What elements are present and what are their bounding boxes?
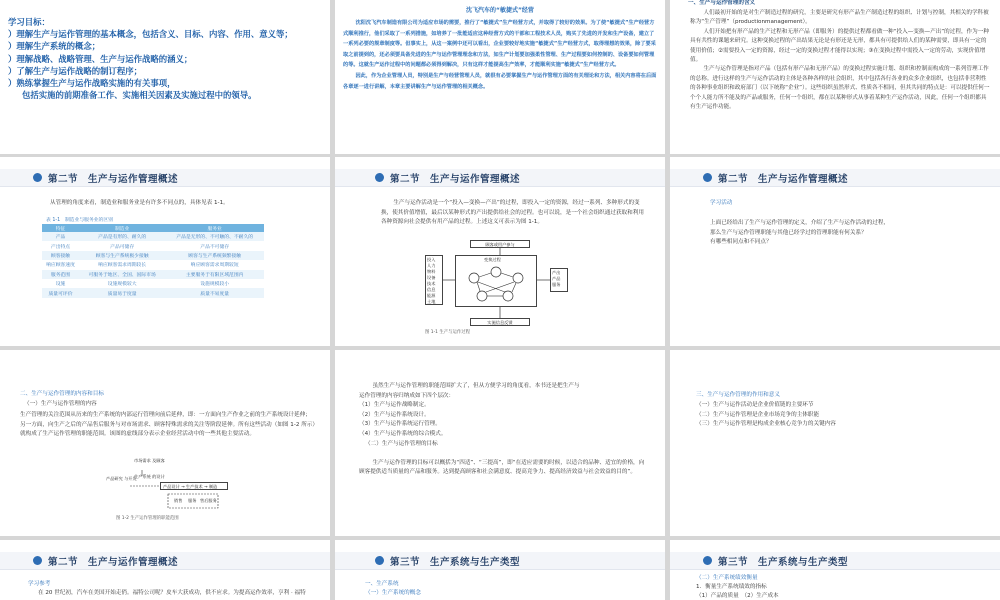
table-row — [42, 288, 264, 297]
diagram-node: 销售 — [174, 498, 183, 503]
subsection-heading: （1）产品的质量 （2）生产成本 — [696, 593, 779, 599]
diagram-node: 售后服务 — [200, 498, 217, 503]
table-cell: 可服务于地区、全国、国际市场 — [79, 270, 165, 279]
roles-list — [696, 401, 836, 430]
definition-para-3: 生产与运作管理是指对产品（包括有形产品和无形产品）的变换过程实施计划、组织和控制而构成的一系列管理工作的总称。进行这样的生产与运作活动的主体是各种各样的社会组织，其中包括各行各业的众多企业组织，也包括非营利性的各种事业组织和政府部门（以下统称“企业”）。这些组织虽然形式、性质各不相同，但其共同的特点是：可以提供任何一个个人能力所不能及的产品或服务，任何一个组织，都在以某种形式从事着某种生产运作活动，因此，任何一个组织都具有生产运作功能。 — [690, 66, 990, 111]
input-item: 技术 — [427, 281, 436, 286]
content-para: 生产管理的关注范围从历来的生产系统的内部运行管理向前后延伸，即：一方面向生产作业之前的生产系统设计延伸；另一方面，向生产之后的产品售后服务与对市场需求、顾客特殊需求的关注等阶段延伸。所有这些活动（如图 1-2 所示）就构成了生产运作管理的职能范围。该图的虚线部分表示企业经营活动中的一些其他主要活动。 — [20, 412, 316, 438]
feedback-top-box: 顾客或用户参与 — [470, 240, 530, 248]
input-item: 能源 — [427, 293, 436, 298]
subsection-heading: 1．衡量生产系统绩效的指标 — [696, 584, 767, 590]
slide-learning-objectives[interactable] — [0, 0, 330, 154]
slide-header — [335, 169, 665, 187]
table-cell: 响应顾客需求周期较短 — [165, 260, 264, 269]
table-cell: 产品不可储存 — [165, 241, 264, 250]
table-cell: 产品是有形的、耐久的 — [79, 232, 165, 241]
case-title: 沈飞汽车的“敏捷式”经营 — [466, 7, 534, 14]
objective-1: ）理解生产与运作管理的基本概念，包括含义、目标、内容、作用、意义等； — [8, 29, 293, 40]
outputs-box — [550, 268, 568, 292]
column-header: 制造业 — [79, 224, 165, 232]
levels-line: （3）生产与运作系统运行管理。 — [359, 421, 441, 428]
feedback-bottom-box: 实施信息反馈 — [470, 318, 530, 326]
objective-5: ）熟练掌握生产与运作战略实施的有关事项， — [8, 78, 176, 89]
activity-text — [710, 219, 980, 248]
slide-content-levels[interactable] — [335, 350, 665, 536]
table-intro: 从管理的角度来看，制造业和服务业是有许多不同点的，具体见表 1-1。 — [50, 200, 229, 206]
slide-header — [670, 169, 1000, 187]
table-cell: 产品可储存 — [79, 241, 165, 250]
levels-line: 虽然生产与运作管理的职能范围扩大了，但从方便学习的角度看，本书还是把生产与 — [372, 383, 580, 389]
section-heading: 一、生产系统 — [365, 581, 399, 587]
section-title: 第二节 生产与运作管理概述 — [48, 557, 179, 568]
table-cell: 顾客与生产系统频繁接触 — [165, 251, 264, 260]
output-item: 产品 — [552, 276, 561, 281]
table-cell: 质量不易度量 — [165, 288, 264, 297]
figure-caption: 图 1-1 生产与运作过程 — [425, 330, 471, 335]
levels-line: （二）生产与运作管理的目标 — [365, 440, 438, 447]
table-cell: 服务范围 — [42, 270, 79, 279]
activity-line: 有哪些相同点和不同点？ — [710, 239, 772, 246]
slide-header — [670, 552, 1000, 570]
slide-header — [0, 169, 330, 187]
subsection-heading: （一）生产系统的概念 — [365, 590, 421, 596]
section-heading: （二）生产系统绩效衡量 — [696, 575, 758, 581]
table-row — [42, 251, 264, 260]
bullet-icon — [33, 173, 42, 182]
process-text: 生产与运作活动是一个“投入—变换—产出”的过程，即投入一定的资源，经过一系列、多种形式的变换，使其价值增值，最后以某种形式的产出提供给社会的过程。也可以说，是一个社会组织通过获取和利用各种资源向社会提供有用产品的过程。上述这义可表示为图 1-1。 — [381, 200, 644, 226]
objectives-text — [8, 16, 328, 101]
levels-line: （2）生产与运作系统设计。 — [359, 411, 430, 418]
list-item: （二）生产与运作管理是企业市场竞争的主体职能 — [696, 411, 820, 418]
slide-content-objectives[interactable] — [0, 350, 330, 536]
table-caption: 表 1-1 制造业与服务业的区别 — [46, 218, 113, 223]
bullet-icon — [375, 556, 384, 565]
function-diagram — [100, 458, 250, 528]
levels-line: （4）生产与运作系统的综合模式。 — [359, 430, 447, 437]
table-cell: 主要服务于有限区域范围内 — [165, 270, 264, 279]
figure-caption: 图 1-2 生产运作管理的职能范围 — [116, 516, 179, 521]
slide-learning-activity[interactable] — [670, 157, 1000, 346]
table-row — [42, 270, 264, 279]
list-item: （三）生产与运作管理是构成企业核心竞争力的关键内容 — [696, 421, 836, 428]
inputs-title: 投入 — [427, 257, 436, 262]
slide-process-diagram[interactable] — [335, 157, 665, 346]
list-item: （一）生产与运作活动是企业价值链的主要环节 — [696, 402, 814, 408]
diagram-node: 服务 — [188, 498, 197, 503]
objective-2: ）理解生产系统的概念； — [8, 41, 101, 52]
slide-definition[interactable] — [670, 0, 1000, 154]
input-item: 设备 — [427, 275, 436, 280]
diagram-node: 生产系统 的设计 — [134, 474, 165, 479]
column-header: 特征 — [42, 224, 79, 232]
activity-line: 上面已经给出了生产与运作管理的定义，介绍了生产与运作活动的过程， — [710, 220, 890, 226]
section-heading: 三、生产与运作管理的作用和意义 — [696, 392, 780, 398]
definition-body — [690, 9, 990, 112]
transform-title: 变换过程 — [484, 257, 501, 262]
table-cell: 设施 — [42, 279, 79, 288]
table-cell: 设施规模较小 — [165, 279, 264, 288]
process-diagram — [425, 240, 575, 335]
input-item: 信息 — [427, 287, 436, 292]
table-cell: 质量易于度量 — [79, 288, 165, 297]
outputs-title: 产出 — [552, 270, 561, 275]
table-cell: 产品 — [42, 232, 79, 241]
levels-line — [359, 449, 649, 459]
input-item: 物料 — [427, 269, 436, 274]
table-cell: 响应顾客速度 — [42, 260, 79, 269]
column-header: 服务业 — [165, 224, 264, 232]
table-row — [42, 260, 264, 269]
table-cell: 产品是无形的、不可触的、不耐久的 — [165, 232, 264, 241]
input-item: 土地 — [427, 299, 436, 304]
section-heading: 二、生产与运作管理的内容和目标 — [20, 391, 104, 397]
definition-para-2: 人们开始把有形产品的生产过程和无形产品（即服务）的提供过程都看做一种“投入—变换—产出”的过程，作为一种具有共性的课题来研究。这种变换过程的产出结果无论是有形还是无形，都具有可提供给人们的某种需要，即具有一定的使用价值；②需要投入一定的资源，经过一定的变换过程才能得以实现；③在变换过程中需投入一定的劳动，实现价值增值。 — [690, 28, 989, 64]
table-row — [42, 241, 264, 250]
table-cell: 顾客接触 — [42, 251, 79, 260]
slide-header — [335, 552, 665, 570]
objective-3: ）理解战略、战略管理、生产与运作战略的涵义； — [8, 53, 193, 64]
table-row — [42, 279, 264, 288]
case-body — [343, 18, 659, 92]
objective-5-cont: 包括实施的前期准备工作、实施相关因素及实施过程中的领导。 — [22, 90, 257, 101]
section-title: 第三节 生产系统与生产类型 — [718, 557, 849, 568]
definition-heading: 一、生产与运作管理的含义 — [688, 0, 756, 6]
table-cell: 设施规模较大 — [79, 279, 165, 288]
input-item: 人力 — [427, 263, 436, 268]
section-title: 第二节 生产与运作管理概述 — [390, 174, 521, 185]
slide-roles[interactable] — [670, 350, 1000, 536]
slide-case-study[interactable] — [335, 0, 665, 154]
levels-line: 运作管理的内容归纳成如下四个层次： — [359, 392, 455, 399]
subsection-heading: （一）生产与运作管理的内容 — [24, 401, 97, 407]
bullet-icon — [375, 173, 384, 182]
section-title: 第二节 生产与运作管理概述 — [48, 174, 179, 185]
section-title: 第二节 生产与运作管理概述 — [718, 174, 849, 185]
slide-header — [0, 552, 330, 570]
table-row — [42, 232, 264, 241]
activity-label: 学习活动 — [710, 200, 733, 206]
slide-reference[interactable] — [0, 540, 330, 600]
slide-performance[interactable] — [670, 540, 1000, 600]
slide-comparison-table[interactable] — [0, 157, 330, 346]
section-title: 第三节 生产系统与生产类型 — [390, 557, 521, 568]
objective-4: ）了解生产与运作战略的制订程序； — [8, 65, 142, 76]
bullet-icon — [703, 556, 712, 565]
diagram-node: 产品研究 与开发 — [106, 476, 137, 481]
case-para-2: 因此，作为企业管理人员，特别是生产与经营管理人员，就很有必要掌握生产与运作管理方面的有关理论和方法，相关内容将在后面各章逐一进行讲解，本章主要讲解生产与运作管理的相关概念。 — [343, 72, 657, 90]
reference-text: 在 20 世纪初，汽车在美国开始走俏。福特公司呢？皮车大获成功，供不应求。为提高运作效率，亨利 · 福特 — [38, 590, 306, 596]
case-para-1: 沈阳沈飞汽车制造有限公司为适应市场的需要，推行了“敏捷式”生产经营方式，并取得了较好的效果。为了使“敏捷式”生产经营方式顺利推行，他们采取了一系列措施，如培养了一批能适应这种经营方式的干部和工程技术人员，购买了先进的开发和生产设备，建立了一系列必要的规章制度等。但事实上，从这一案例中还可以看出，企业要较好地实施“敏捷式”生产经营方式，取得理想的效果，除了要采取之前提到的，还必须要具备先进的生产与运作管理理念和方法，如生产计划要加强柔性管理、生产过程要如何控制的、设备要如何管理的等。这就生产运作过程中的问题都必须得到解决，只有这样才能提高生产效率，才能顺利实施“敏捷式”生产经营方式。 — [343, 20, 656, 69]
diagram-main-flow: 产品设计 → 生产技术 → 制造 — [160, 482, 228, 490]
bullet-icon — [703, 173, 712, 182]
levels-line: （1）生产与运作战略制定。 — [359, 402, 430, 409]
comparison-table — [42, 224, 264, 298]
output-item: 服务 — [552, 282, 561, 287]
activity-line: 那么生产与运作管理职能与其他已经学过的管理职能有何关系？ — [710, 229, 867, 236]
levels-line: 生产与运作管理的目标可以概括为“四适”、“三提高”，即“在适应需要的时候，以适合的品种、适宜的价格，向顾客提供适当质量的产品和服务。达到提高顾客和社会满意度、提高竞争力、提高经济效益与社会效益的目的”。 — [359, 459, 645, 476]
diagram-node: 市场需求 及顾客 — [134, 458, 165, 463]
slide-production-system[interactable] — [335, 540, 665, 600]
table-cell: 产出特点 — [42, 241, 79, 250]
bullet-icon — [33, 556, 42, 565]
objectives-title: 学习目标： — [8, 17, 50, 27]
table-cell: 响应顾客需求周期较长 — [79, 260, 165, 269]
definition-para-1: 人们最初开始的是对生产制造过程的研究，主要是研究有形产品生产制造过程的组织、计划与控制，其相关的学科被称为“生产管理”（productionmanagement）。 — [690, 10, 989, 26]
table-cell: 质量可评价 — [42, 288, 79, 297]
levels-text — [359, 382, 649, 478]
reference-label: 学习参考 — [28, 581, 51, 587]
table-cell: 顾客与生产系统极少接触 — [79, 251, 165, 260]
